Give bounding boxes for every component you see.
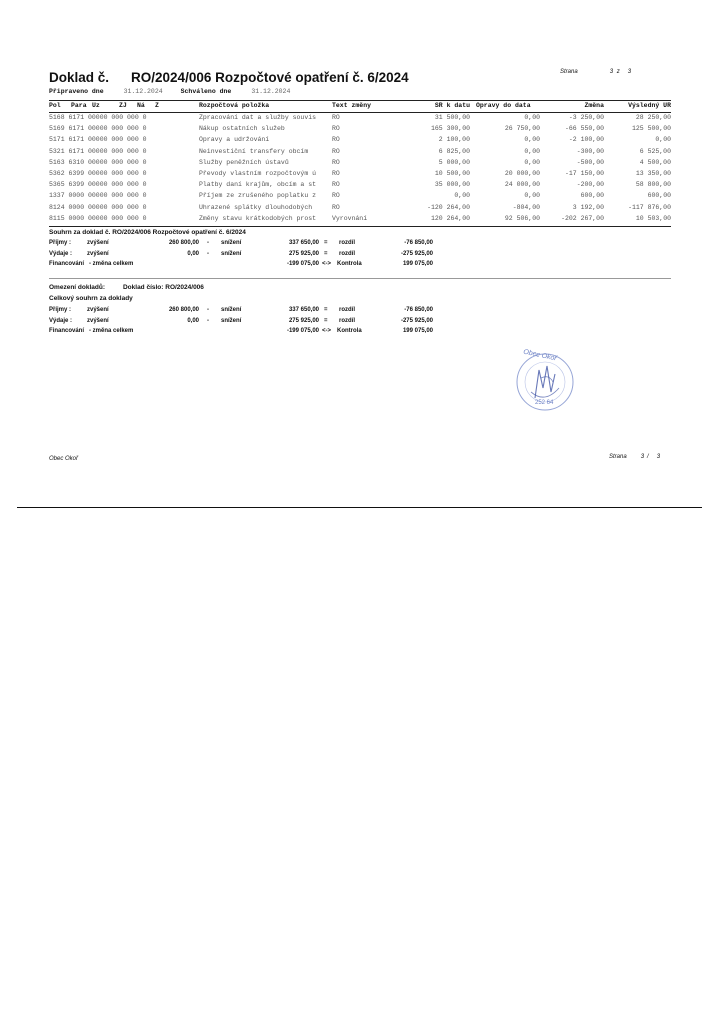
row-text: RO	[332, 203, 340, 211]
row-zmena: -17 150,00	[564, 170, 604, 177]
document-title	[49, 70, 409, 85]
page-indicator-bottom	[609, 454, 660, 460]
summary-prijmy-row	[49, 307, 449, 317]
summary-divider	[49, 278, 671, 279]
summary-zvyseni: 260 800,00	[168, 240, 199, 246]
row-zmena: -200,00	[576, 181, 604, 189]
row-zmena: -300,00	[576, 147, 604, 155]
footer-page-total: 3	[656, 454, 661, 460]
row-zmena: -3 250,00	[568, 114, 604, 121]
row-code: 8124 0000 00000 000 000 0	[49, 203, 147, 211]
footer-page-label: Strana	[609, 454, 627, 460]
page-number: 3	[609, 69, 614, 75]
summary2-title: Celkový souhrn za doklady	[49, 295, 133, 302]
col-vysledny: Výsledný UR	[628, 102, 671, 109]
omezeni-line	[49, 284, 204, 291]
row-vysledny: 13 350,00	[635, 170, 671, 177]
summary-financovani-value: -199 075,00	[286, 261, 319, 267]
row-code: 1337 0000 00000 000 000 0	[49, 192, 147, 200]
summary-type: zvýšení	[87, 307, 109, 313]
row-sr: 6 825,00	[438, 147, 470, 155]
summary-eq: =	[324, 307, 328, 313]
summary-rozdil: -275 925,00	[400, 317, 433, 324]
summary-rozdil-label: rozdíl	[339, 240, 355, 246]
row-opravy: 20 000,00	[504, 170, 540, 177]
summary-arrow: <->	[322, 261, 332, 267]
summary-rozdil: -76 850,00	[404, 240, 433, 246]
page-label: Strana	[560, 69, 578, 75]
summary-snizeni: 275 925,00	[288, 317, 319, 324]
col-sr: SR k datu	[434, 102, 470, 109]
approved-label: Schváleno dne	[180, 88, 232, 95]
page-total: 3	[627, 69, 632, 75]
summary-zvyseni: 0,00	[187, 250, 199, 257]
row-code: 5168 6171 00000 000 000 0	[49, 114, 147, 121]
summary-eq: =	[324, 317, 328, 324]
table-top-rule	[49, 100, 671, 101]
row-item: Opravy a udržování	[199, 136, 270, 144]
row-sr: 5 000,00	[438, 158, 470, 166]
summary-snizeni: 337 650,00	[288, 307, 319, 313]
table-row	[49, 215, 671, 225]
row-sr: -120 264,00	[427, 203, 470, 211]
row-item: Zpracování dat a služby souvis	[199, 114, 317, 121]
summary-vydaje-row	[49, 318, 449, 328]
summary-dash: -	[207, 250, 209, 257]
summary-financovani-row	[49, 328, 449, 338]
row-code: 5365 6399 00000 000 000 0	[49, 181, 147, 189]
row-vysledny: 58 800,00	[635, 181, 671, 189]
row-code: 8115 0000 00000 000 000 0	[49, 214, 147, 222]
col-item: Rozpočtová položka	[199, 102, 270, 109]
summary-label: Příjmy :	[49, 307, 72, 313]
footer-page-number: 3	[640, 454, 645, 460]
summary-dash: -	[207, 307, 209, 313]
row-item: Nákup ostatních služeb	[199, 125, 285, 133]
summary1-title: Souhrn za doklad č. RO/2024/006 Rozpočtové opatření č. 6/2024	[49, 229, 246, 236]
page-indicator-top	[560, 69, 631, 75]
row-code: 5362 6399 00000 000 000 0	[49, 170, 147, 177]
row-sr: 31 500,00	[434, 114, 470, 121]
summary-financovani-row	[49, 261, 449, 271]
row-sr: 120 264,00	[430, 214, 470, 222]
row-text: RO	[332, 125, 340, 133]
summary-dash: -	[207, 317, 209, 324]
summary-snizeni: 337 650,00	[288, 240, 319, 246]
summary-rozdil-label: rozdíl	[339, 307, 355, 313]
row-code: 5163 6310 00000 000 000 0	[49, 158, 147, 166]
title-number: RO/2024/006 Rozpočtové opatření č. 6/2024	[131, 70, 409, 85]
col-pol: Pol	[49, 102, 61, 109]
official-stamp	[505, 348, 585, 423]
row-vysledny: -117 876,00	[628, 203, 671, 211]
row-opravy: 26 750,00	[504, 125, 540, 133]
row-text: RO	[332, 181, 340, 189]
row-zmena: -500,00	[576, 158, 604, 166]
row-text: RO	[332, 158, 340, 166]
row-opravy: -804,00	[512, 203, 540, 211]
row-zmena: -202 267,00	[561, 214, 604, 222]
summary-snizeni-label: snížení	[221, 250, 242, 257]
table-header-rule	[49, 112, 671, 113]
page-bottom-rule	[17, 507, 702, 508]
summary-label: Výdaje :	[49, 250, 73, 257]
summary-zvyseni: 260 800,00	[168, 307, 199, 313]
table-bottom-rule	[49, 226, 671, 227]
summary-eq: =	[324, 250, 328, 257]
footer-page-of: /	[647, 454, 649, 460]
col-text: Text změny	[332, 102, 372, 109]
summary-snizeni: 275 925,00	[288, 250, 319, 257]
omezeni-label: Omezení dokladů:	[49, 284, 105, 291]
summary-snizeni-label: snížení	[221, 307, 242, 313]
table-row	[49, 159, 671, 169]
row-text: RO	[332, 136, 340, 144]
summary-label: Příjmy :	[49, 240, 72, 246]
summary-rozdil-label: rozdíl	[339, 317, 355, 324]
row-item: Příjem ze zrušeného poplatku z	[199, 192, 317, 200]
doklad-cislo: Doklad číslo: RO/2024/006	[122, 284, 204, 291]
row-text: RO	[332, 147, 340, 155]
row-vysledny: 10 503,00	[635, 214, 671, 222]
summary-kontrola-label: Kontrola	[337, 328, 362, 334]
row-zmena: -66 550,00	[564, 125, 604, 133]
table-row	[49, 192, 671, 202]
table-row	[49, 125, 671, 135]
row-vysledny: 6 525,00	[639, 147, 671, 155]
summary-type: zvýšení	[87, 317, 109, 324]
row-text: Vyrovnání	[332, 214, 368, 222]
row-code: 5321 6171 00000 000 000 0	[49, 147, 147, 155]
prepared-label: Připraveno dne	[49, 88, 104, 95]
col-na: Ná	[137, 102, 145, 109]
col-z: Z	[155, 102, 159, 109]
table-header	[49, 102, 671, 112]
row-item: Změny stavu krátkodobých prost	[199, 214, 317, 222]
summary-label: Financování	[49, 261, 85, 267]
approved-date: 31.12.2024	[251, 88, 291, 95]
row-item: Převody vlastním rozpočtovým ú	[199, 170, 317, 177]
prepared-date: 31.12.2024	[123, 88, 163, 95]
row-vysledny: 4 500,00	[639, 158, 671, 166]
col-zmena: Změna	[584, 102, 604, 109]
row-text: RO	[332, 170, 340, 177]
row-vysledny: 600,00	[647, 192, 671, 200]
row-item: Platby daní krajům, obcím a st	[199, 181, 317, 189]
summary-zvyseni: 0,00	[187, 317, 199, 324]
row-opravy: 0,00	[524, 192, 540, 200]
table-row	[49, 148, 671, 158]
row-sr: 2 100,00	[438, 136, 470, 144]
summary-prijmy-row	[49, 240, 449, 250]
row-zmena: 3 192,00	[572, 203, 604, 211]
summary-type: zvýšení	[87, 250, 109, 257]
table-row	[49, 114, 671, 124]
row-opravy: 92 506,00	[504, 214, 540, 222]
row-sr: 10 500,00	[434, 170, 470, 177]
table-row	[49, 204, 671, 214]
summary-kontrola: 199 075,00	[402, 328, 433, 334]
col-para: Para	[71, 102, 87, 109]
row-opravy: 0,00	[524, 158, 540, 166]
row-vysledny: 28 250,00	[635, 114, 671, 121]
row-item: Služby peněžních ústavů	[199, 158, 289, 166]
summary-kontrola-label: Kontrola	[337, 261, 362, 267]
col-opravy: Opravy do data	[476, 102, 531, 109]
summary-snizeni-label: snížení	[221, 317, 242, 324]
row-zmena: 600,00	[580, 192, 604, 200]
row-sr: 35 000,00	[434, 181, 470, 189]
summary-kontrola: 199 075,00	[402, 261, 433, 267]
summary-eq: =	[324, 240, 328, 246]
page-of: z	[616, 69, 620, 75]
summary-arrow: <->	[322, 328, 332, 334]
summary-label: Výdaje :	[49, 317, 73, 324]
table-row	[49, 136, 671, 146]
summary-label: Financování	[49, 328, 85, 334]
summary-snizeni-label: snížení	[221, 240, 242, 246]
row-opravy: 0,00	[524, 136, 540, 144]
summary-type: - změna celkem	[89, 328, 134, 334]
summary-financovani-value: -199 075,00	[286, 328, 319, 334]
summary-dash: -	[207, 240, 209, 246]
footer-org: Obec Okoř	[49, 456, 79, 462]
col-uz: Uz	[92, 102, 100, 109]
row-vysledny: 0,00	[655, 136, 671, 144]
row-opravy: 0,00	[524, 114, 540, 121]
col-zj: ZJ	[119, 102, 127, 109]
row-text: RO	[332, 114, 340, 121]
row-sr: 0,00	[454, 192, 470, 200]
row-item: Neinvestiční transfery obcím	[199, 147, 309, 155]
row-sr: 165 300,00	[430, 125, 470, 133]
summary-rozdil-label: rozdíl	[339, 250, 355, 257]
table-row	[49, 181, 671, 191]
row-zmena: -2 100,00	[568, 136, 604, 144]
summary-vydaje-row	[49, 251, 449, 261]
stamp-text: Obec Okoř	[522, 348, 558, 363]
title-label: Doklad č.	[49, 70, 110, 85]
summary-rozdil: -275 925,00	[400, 250, 433, 257]
prepared-approved-line	[49, 88, 308, 95]
row-code: 5171 6171 00000 000 000 0	[49, 136, 147, 144]
row-item: Uhrazené splátky dlouhodobých	[199, 203, 313, 211]
table-row	[49, 170, 671, 180]
summary-type: - změna celkem	[89, 261, 134, 267]
row-vysledny: 125 500,00	[631, 125, 671, 133]
stamp-number: 252 64	[535, 400, 554, 406]
row-opravy: 0,00	[524, 147, 540, 155]
summary-rozdil: -76 850,00	[404, 307, 433, 313]
row-text: RO	[332, 192, 340, 200]
summary-type: zvýšení	[87, 240, 109, 246]
row-code: 5169 6171 00000 000 000 0	[49, 125, 147, 133]
row-opravy: 24 000,00	[504, 181, 540, 189]
